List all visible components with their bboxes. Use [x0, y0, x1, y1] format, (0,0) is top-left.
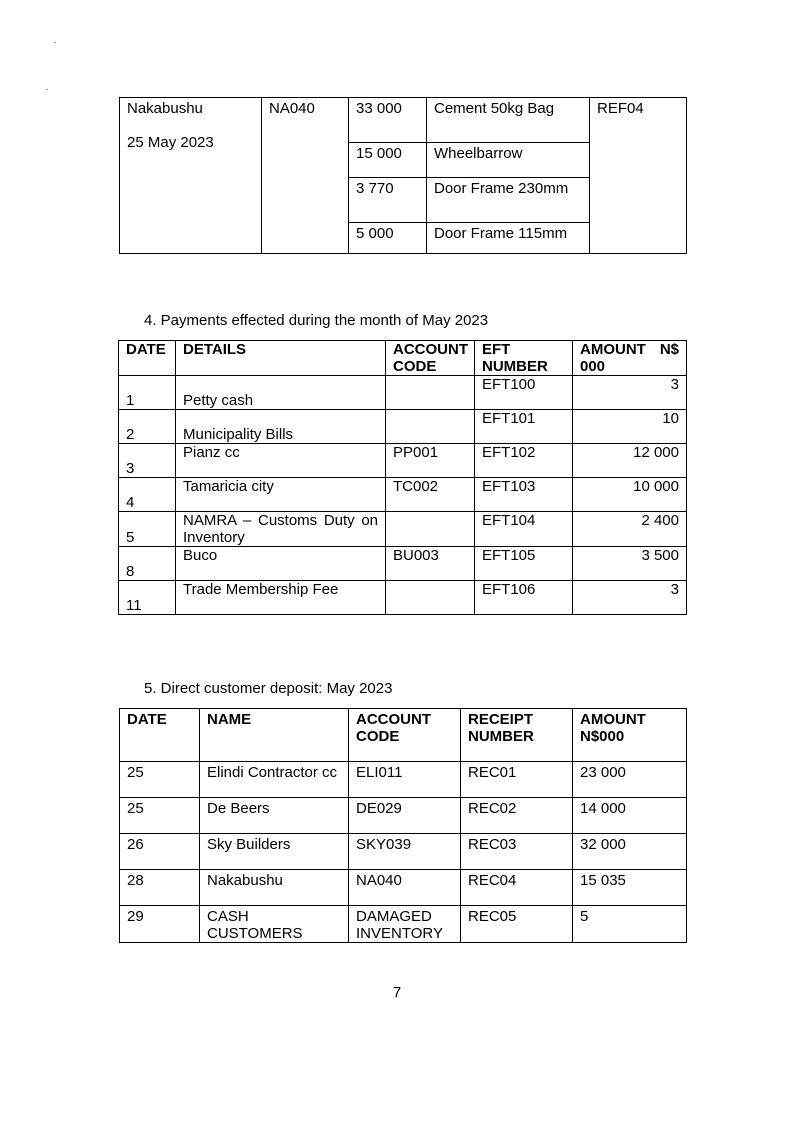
payment-details: Pianz cc	[176, 444, 386, 478]
item-qty: 3 770	[349, 178, 427, 223]
deposit-receipt: REC01	[461, 762, 573, 798]
payment-details: NAMRA – Customs Duty on Inventory	[176, 512, 386, 547]
item-qty: 5 000	[349, 223, 427, 254]
deposit-date: 28	[120, 870, 200, 906]
header-name: NAME	[200, 709, 349, 762]
payments-heading: 4. Payments effected during the month of May 2023	[144, 312, 489, 329]
payment-code: TC002	[386, 478, 475, 512]
deposit-receipt: REC04	[461, 870, 573, 906]
header-date: DATE	[119, 341, 176, 376]
payment-date: 8	[119, 547, 176, 581]
payment-date: 5	[119, 512, 176, 547]
deposit-date: 25	[120, 798, 200, 834]
payment-code	[386, 581, 475, 615]
payment-details: Buco	[176, 547, 386, 581]
payment-details: Municipality Bills	[176, 410, 386, 444]
header-account-code: ACCOUNT CODE	[386, 341, 475, 376]
payment-date: 4	[119, 478, 176, 512]
deposit-receipt: REC02	[461, 798, 573, 834]
header-receipt-number: RECEIPT NUMBER	[461, 709, 573, 762]
deposit-date: 25	[120, 762, 200, 798]
deposit-code: DAMAGED INVENTORY	[349, 906, 461, 943]
header-eft-number: EFT NUMBER	[475, 341, 573, 376]
deposit-receipt: REC03	[461, 834, 573, 870]
deposit-name: De Beers	[200, 798, 349, 834]
item-qty: 15 000	[349, 143, 427, 178]
deposit-receipt: REC05	[461, 906, 573, 943]
header-amount: AMOUNT N$ 000	[573, 341, 687, 376]
deposit-amount: 14 000	[573, 798, 687, 834]
deposit-date: 26	[120, 834, 200, 870]
deposit-amount: 15 035	[573, 870, 687, 906]
delivery-name: Nakabushu	[127, 100, 203, 117]
delivery-name-cell	[120, 98, 262, 254]
header-account-code: ACCOUNT CODE	[349, 709, 461, 762]
payment-eft: EFT104	[475, 512, 573, 547]
delivery-table	[119, 97, 687, 254]
deposit-name: Elindi Contractor cc	[200, 762, 349, 798]
deposits-heading: 5. Direct customer deposit: May 2023	[144, 680, 393, 697]
delivery-date: 25 May 2023	[127, 134, 214, 151]
deposit-name: Sky Builders	[200, 834, 349, 870]
deposits-table	[119, 708, 687, 943]
payment-date: 3	[119, 444, 176, 478]
payment-eft: EFT102	[475, 444, 573, 478]
payment-eft: EFT106	[475, 581, 573, 615]
payment-code	[386, 376, 475, 410]
scan-speck	[46, 89, 48, 90]
payment-date: 11	[119, 581, 176, 615]
scan-speck	[54, 42, 56, 43]
deposit-code: ELI011	[349, 762, 461, 798]
payments-table	[118, 340, 687, 615]
page-number: 7	[392, 984, 402, 1001]
payment-amount: 2 400	[573, 512, 687, 547]
payment-amount: 10 000	[573, 478, 687, 512]
item-description: Door Frame 230mm	[427, 178, 590, 223]
payment-eft: EFT100	[475, 376, 573, 410]
payment-details: Tamaricia city	[176, 478, 386, 512]
header-date: DATE	[120, 709, 200, 762]
deposit-code: DE029	[349, 798, 461, 834]
item-description: Cement 50kg Bag	[427, 98, 590, 143]
payment-amount: 3	[573, 376, 687, 410]
item-qty: 33 000	[349, 98, 427, 143]
delivery-reference-spacer	[590, 178, 687, 254]
deposit-name: Nakabushu	[200, 870, 349, 906]
payment-eft: EFT105	[475, 547, 573, 581]
payment-amount: 3 500	[573, 547, 687, 581]
header-details: DETAILS	[176, 341, 386, 376]
payment-amount: 10	[573, 410, 687, 444]
delivery-reference: REF04	[590, 98, 687, 178]
header-amount: AMOUNT N$000	[573, 709, 687, 762]
payment-details: Petty cash	[176, 376, 386, 410]
payment-code	[386, 512, 475, 547]
payment-code: BU003	[386, 547, 475, 581]
payment-eft: EFT101	[475, 410, 573, 444]
deposit-amount: 23 000	[573, 762, 687, 798]
deposit-amount: 5	[573, 906, 687, 943]
deposit-name: CASH CUSTOMERS	[200, 906, 349, 943]
payment-date: 2	[119, 410, 176, 444]
payment-code	[386, 410, 475, 444]
payment-details: Trade Membership Fee	[176, 581, 386, 615]
item-description: Wheelbarrow	[427, 143, 590, 178]
item-description: Door Frame 115mm	[427, 223, 590, 254]
payment-eft: EFT103	[475, 478, 573, 512]
payment-amount: 12 000	[573, 444, 687, 478]
deposit-code: SKY039	[349, 834, 461, 870]
deposit-amount: 32 000	[573, 834, 687, 870]
deposit-date: 29	[120, 906, 200, 943]
payment-date: 1	[119, 376, 176, 410]
delivery-code: NA040	[262, 98, 349, 254]
payment-amount: 3	[573, 581, 687, 615]
deposit-code: NA040	[349, 870, 461, 906]
payment-code: PP001	[386, 444, 475, 478]
